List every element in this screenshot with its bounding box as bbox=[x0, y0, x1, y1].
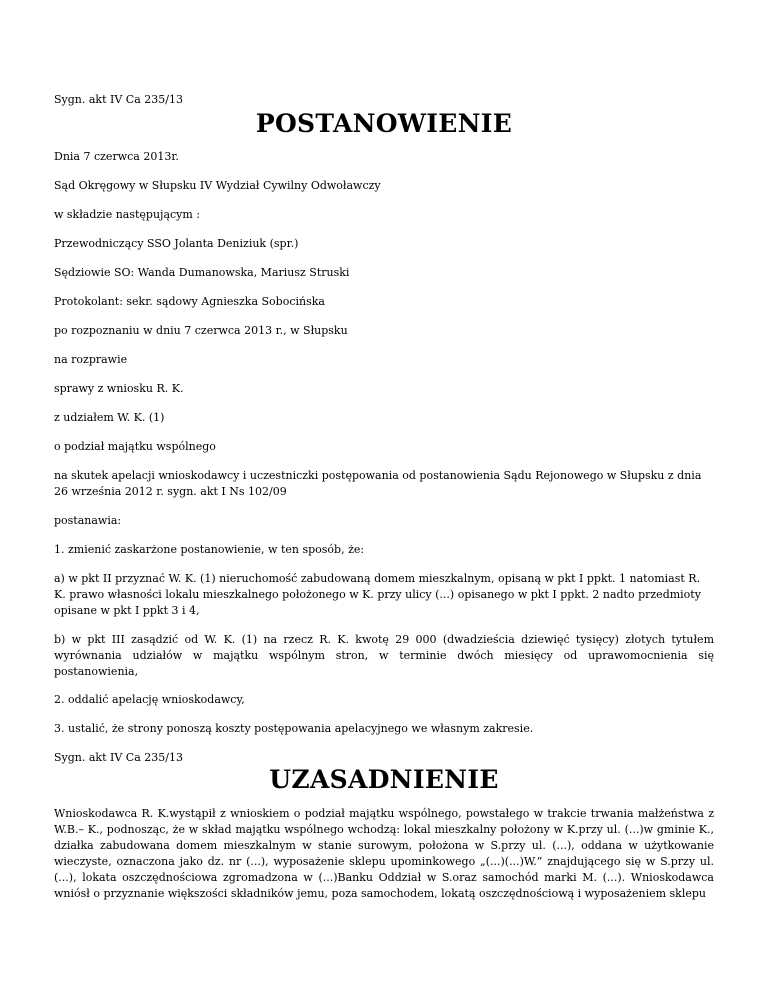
justification-paragraph: Wnioskodawca R. K.wystąpił z wnioskiem o podział majątku wspólnego, powstałego w trakcie trwania małżeństwa z W.B.– K., podnosząc, że w skład majątku wspólnego wchodzą: lokal mieszkalny położony w K.przy ul. (...)w gminie K., działka zabudowana domem mieszkalnym w stanie surowym, położona w S.przy ul. (...), oddana w użytkowanie wieczyste, oznaczona jako dz. nr (...), wyposażenie sklepu upominkowego „(...)(...)W.” znajdującego się w S.przy ul. (...), lokata oszczędnościowa zgromadzona w (...)Banku Oddział w S.oraz samochód marki M. (...). Wnioskodawca wniósł o przyznanie większości składników jemu, poza samochodem, lokatą oszczędnościową i wyposażeniem sklepu bbox=[54, 807, 714, 900]
document-title: POSTANOWIENIE bbox=[255, 109, 513, 138]
hearing-line: po rozpoznaniu w dniu 7 czerwca 2013 r., w Słupsku bbox=[54, 324, 348, 337]
appeal-paragraph: na skutek apelacji wnioskodawcy i uczestniczki postępowania od postanowienia Sądu Rejonowego w Słupsku z dnia 26 września 2012 r. sygn. akt I Ns 102/09 bbox=[54, 469, 702, 498]
ruling-item-1a: a) w pkt II przyznać W. K. (1) nieruchomość zabudowaną domem mieszkalnym, opisaną w pkt I ppkt. 1 natomiast R. K. prawo własności lokalu mieszkalnego położonego w K. przy ulicy (...) opisanego w pkt I ppkt. 2 nadto przedmioty opisane w pkt I ppkt 3 i 4, bbox=[54, 572, 701, 617]
justification-title: UZASADNIENIE bbox=[269, 765, 499, 794]
participant-line: z udziałem W. K. (1) bbox=[54, 411, 165, 424]
decides-line: postanawia: bbox=[54, 514, 122, 527]
ruling-item-1b: b) w pkt III zasądzić od W. K. (1) na rzecz R. K. kwotę 29 000 (dwadzieścia dziewięć tysięcy) złotych tytułem wyrównania udziałów w majątku wspólnym stron, w terminie dwóch miesięcy od uprawomocnienia się postanowienia, bbox=[54, 633, 714, 678]
date-line: Dnia 7 czerwca 2013r. bbox=[54, 150, 179, 163]
case-from-line: sprawy z wniosku R. K. bbox=[54, 382, 184, 395]
case-reference: Sygn. akt IV Ca 235/13 bbox=[54, 93, 183, 106]
judges-line: Sędziowie SO: Wanda Dumanowska, Mariusz Struski bbox=[54, 266, 350, 279]
court-name: Sąd Okręgowy w Słupsku IV Wydział Cywilny Odwoławczy bbox=[54, 179, 381, 192]
case-reference-2: Sygn. akt IV Ca 235/13 bbox=[54, 751, 183, 764]
ruling-item-1: 1. zmienić zaskarżone postanowienie, w ten sposób, że: bbox=[54, 543, 365, 556]
clerk-line: Protokolant: sekr. sądowy Agnieszka Sobocińska bbox=[54, 295, 325, 308]
ruling-item-2: 2. oddalić apelację wnioskodawcy, bbox=[54, 693, 245, 706]
session-line: na rozprawie bbox=[54, 353, 128, 366]
chair-line: Przewodniczący SSO Jolanta Deniziuk (spr.) bbox=[54, 237, 299, 250]
ruling-item-3: 3. ustalić, że strony ponoszą koszty postępowania apelacyjnego we własnym zakresie. bbox=[54, 722, 534, 735]
subject-line: o podział majątku wspólnego bbox=[54, 440, 216, 453]
composition-line: w składzie następującym : bbox=[54, 208, 201, 221]
